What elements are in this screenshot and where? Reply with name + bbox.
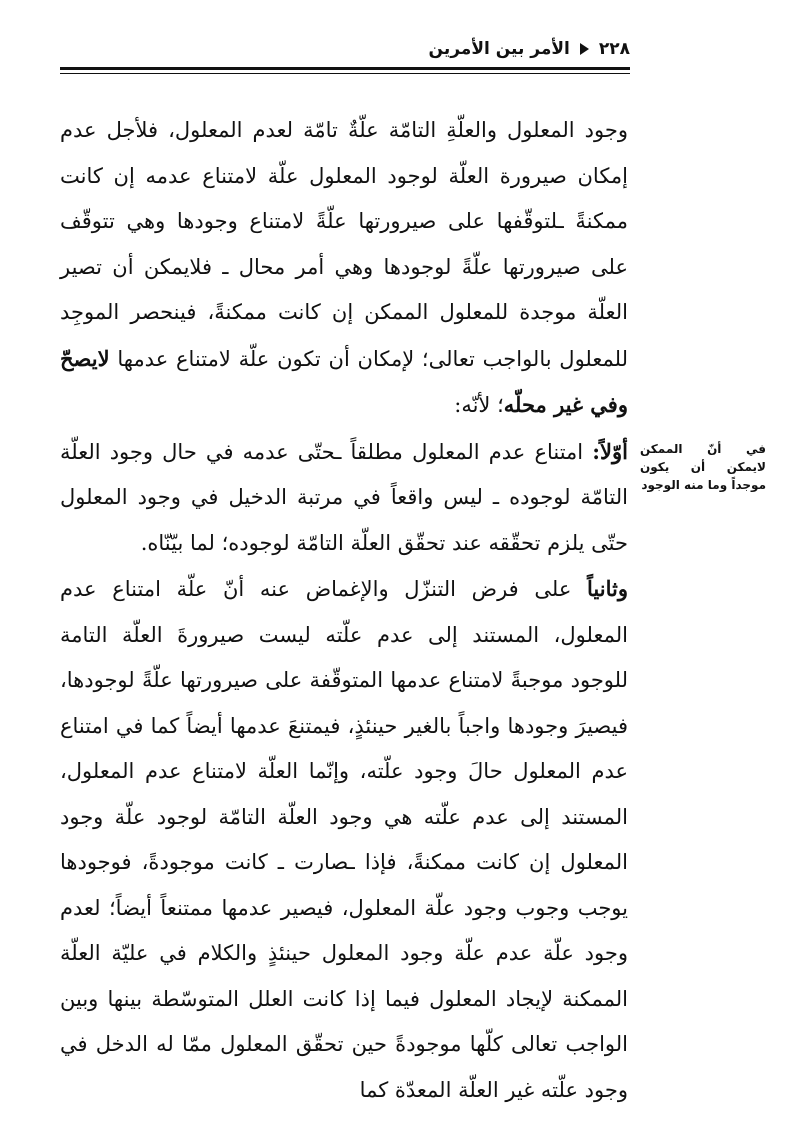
paragraph-2 bbox=[60, 429, 628, 567]
paragraph-1-text: وجود المعلول والعلّةِ التامّة علّةٌ تامّة لعدم المعلول، فلأجل عدم إمكان صيرورة العلّة لوجود المعلول علّة لامتناع عدمه إن كانت ممكنةً ـلتوقّفها على صيرورتها علّةً لامتناع وجودها وهي تتوقّف على صيرورتها علّةً لوجودها وهي أمر محال ـ فلايمكن أن تصير العلّة موجدة للمعلول الممكن إن كانت ممكنةً، فينحصر الموجِد للمعلول بالواجب تعالى؛ لإمكان أن تكون علّة لامتناع عدمها bbox=[60, 118, 628, 371]
header-rule-thick bbox=[60, 67, 630, 70]
page-number: ٢٢٨ bbox=[598, 39, 630, 59]
page-header bbox=[60, 36, 630, 62]
margin-note: في أنّ الممكن لايمكن أن يكون موجداً وما منه الوجود bbox=[640, 442, 766, 492]
paragraph-1-bold-end: لايصحّ وفي غير محلّه bbox=[60, 345, 628, 417]
paragraph-1 bbox=[60, 108, 628, 429]
triangle-icon bbox=[580, 43, 589, 55]
running-title: الأمر بين الأمرين bbox=[428, 39, 570, 59]
paragraph-2-lead: أوّلاً: bbox=[592, 438, 628, 464]
paragraph-3 bbox=[60, 566, 628, 1113]
paragraph-3-text: على فرض التنزّل والإغماض عنه أنّ علّة امتناع عدم المعلول، المستند إلى عدم علّته ليست صيرورةَ العلّة التامة للوجود موجبةً لامتناع عدمها المتوقّفة على صيرورتها علّةً لوجودها، فيصيرَ وجودها واجباً بالغير حينئذٍ، فيمتنعَ عدمها أيضاً كما في امتناع عدم المعلول حالَ وجود علّته، وإنّما العلّة لامتناع عدم المعلول، المستند إلى عدم علّته هي وجود العلّة التامّة لوجود علّة وجود المعلول إن كانت ممكنةً، فإذا ـصارت ـ كانت موجودةً، فوجودها يوجب وجوب وجود علّة المعلول، فيصير عدمها ممتنعاً أيضاً؛ لعدم وجود علّة عدم علّة وجود المعلول حينئذٍ والكلام في عليّة العلّة الممكنة لإيجاد المعلول فيما إذا كانت العلل المتوسّطة بينها وبين الواجب تعالى كلّها موجودةً حين تحقّق المعلول ممّا له الدخل في وجود علّته غير العلّة المعدّة كما bbox=[60, 577, 628, 1102]
main-text bbox=[60, 108, 628, 1113]
paragraph-1-tail: ؛ لأنّه: bbox=[454, 393, 504, 417]
paragraph-2-text: امتناع عدم المعلول مطلقاً ـحتّى عدمه في حال وجود العلّة التامّة لوجوده ـ ليس واقعاً في مرتبة الدخيل في وجود المعلول حتّى يلزم تحقّقه عند تحقّق العلّة التامّة لوجوده؛ لما بيّنّاه. bbox=[60, 439, 628, 555]
header-rule-thin bbox=[60, 73, 630, 74]
paragraph-3-lead: وثانياً bbox=[587, 576, 628, 601]
